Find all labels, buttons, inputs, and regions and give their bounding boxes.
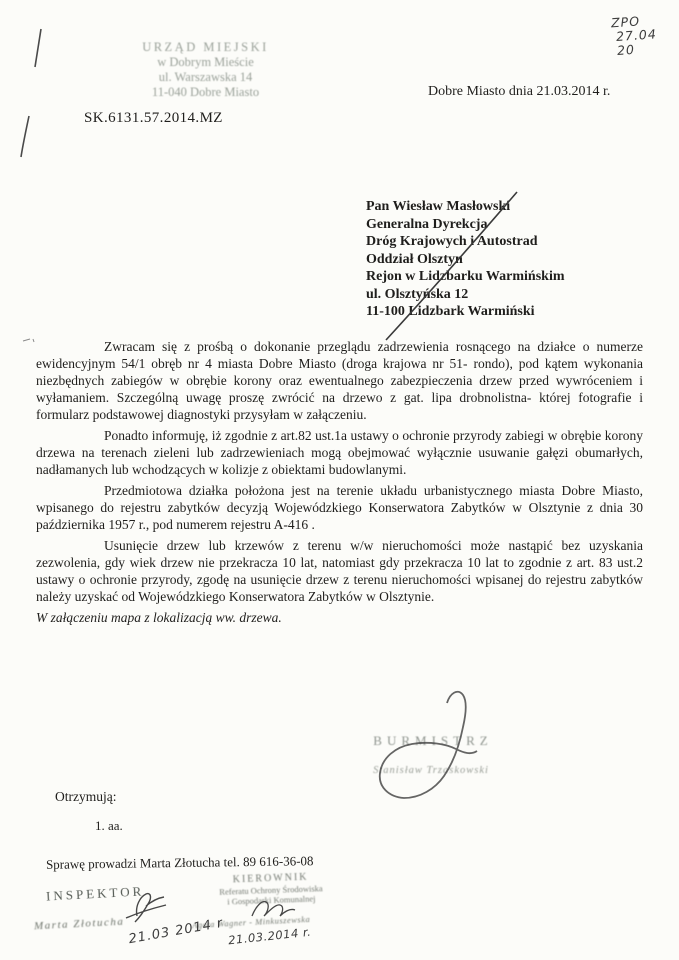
recipient-line: Rejon w Lidzbarku Warmińskim [366,269,565,284]
sender-stamp-line: ul. Warszawska 14 [158,70,253,84]
handwritten-zpo-line: 27.04 20 [615,26,658,59]
manager-stamp-line: Referatu Ochrony Środowiska [219,882,323,897]
letter-body [36,338,643,630]
manager-stamp-line: i Gospodarki Komunalnej [227,893,316,907]
inspector-title-stamp: INSPEKTOR [45,883,145,904]
distribution-item: 1. aa. [95,818,123,833]
manager-stamp-title: KIEROWNIK [232,871,309,886]
handwritten-zpo-line: ZPO [610,13,641,31]
handwritten-date-right: 21.03.2014 r. [227,924,312,948]
handwritten-date-left: 21.03 2014 r [127,915,225,948]
recipient-line: Pan Wiesław Masłowski [366,199,511,214]
case-officer-line: Sprawę prowadzi Marta Złotucha tel. 89 616-36-08 [45,853,314,872]
recipient-line: Oddział Olsztyn [366,251,463,267]
place-date: Dobre Miasto dnia 21.03.2014 r. [428,84,611,99]
distribution-label: Otrzymują: [55,789,117,804]
manager-name-stamp: Agata Wagner - Minkuszewska [191,913,311,931]
reference-number: SK.6131.57.2014.MZ [84,110,223,126]
pen-stroke-margin-top [35,29,41,67]
recipient-line: ul. Olsztyńska 12 [366,286,469,302]
recipient-line: Dróg Krajowych i Autostrad [366,234,538,249]
manager-stamp [186,871,357,908]
body-paragraph: Ponadto informuję, iż zgodnie z art.82 ust.1a ustawy o ochronie przyrody zabiegi w obrębie korony drzewa na terenach zieleni lub zadrzewieniach mogą obejmować wyłącznie usuwanie gałęzi obumarłych, nadłamanych lub wchodzących w kolizje z obiektami budowlanymi. [36,428,643,477]
body-closing-line: W załączeniu mapa z lokalizacją ww. drzewa. [36,610,282,625]
inspector-name-stamp: Marta Złotucha [33,915,125,933]
pen-stroke-margin-second [21,116,29,157]
handwritten-zpo-note [611,12,679,59]
recipient-line: Generalna Dyrekcja [366,216,488,232]
sender-stamp-line: 11-040 Dobre Miasto [151,85,260,99]
sender-stamp-line: URZĄD MIEJSKI [142,40,269,54]
sender-stamp [88,40,323,100]
body-paragraph: Zwracam się z prośbą o dokonanie przeglądu zadrzewienia rosnącego na działce o numerze ewidencyjnym 54/1 obręb nr 4 miasta Dobre Miasto (droga krajowa nr 51- rondo), pod kątem wykonania niezbędnych zabiegów w obrębie korony oraz ewentualnego zabezpieczenia drzew przed wywróceniem i wyłamaniem. Szczególną uwagę proszę zwrócić na drzewo z gat. lipa drobnolistna- której fotografie i formularz podstawowej diagnostyki przysyłam w załączeniu. [36,339,643,422]
sender-stamp-line: w Dobrym Mieście [157,55,254,69]
mayor-title-stamp: BURMISTRZ [373,733,493,748]
body-paragraph: Usunięcie drzew lub krzewów z terenu w/w nieruchomości może nastąpić bez uzyskania zezwolenia, gdy wiek drzew nie przekracza 10 lat, natomiast gdy przekracza 10 lat to zgodnie z art. 83 ust.2 ustawy o ochronie przyrody, zgodę na usunięcie drzew z terenu nieruchomości wpisanej do rejestru zabytków należy uzyskać od Wojewódzkiego Konserwatora Zabytków w Olsztynie. [36,538,643,604]
mayor-name-stamp: Stanisław Trzaskowski [373,765,489,776]
recipient-line: 11-100 Lidzbark Warmiński [366,304,535,319]
recipient-block [366,198,565,321]
pen-mark-small [23,339,34,342]
body-paragraph: Przedmiotowa działka położona jest na terenie układu urbanistycznego miasta Dobre Miasto, wpisanego do rejestru zabytków decyzją Wojewódzkiego Konserwatora Zabytków w Olsztynie z dnia 30 października 1957 r., pod numerem rejestru A-416 . [36,483,643,532]
